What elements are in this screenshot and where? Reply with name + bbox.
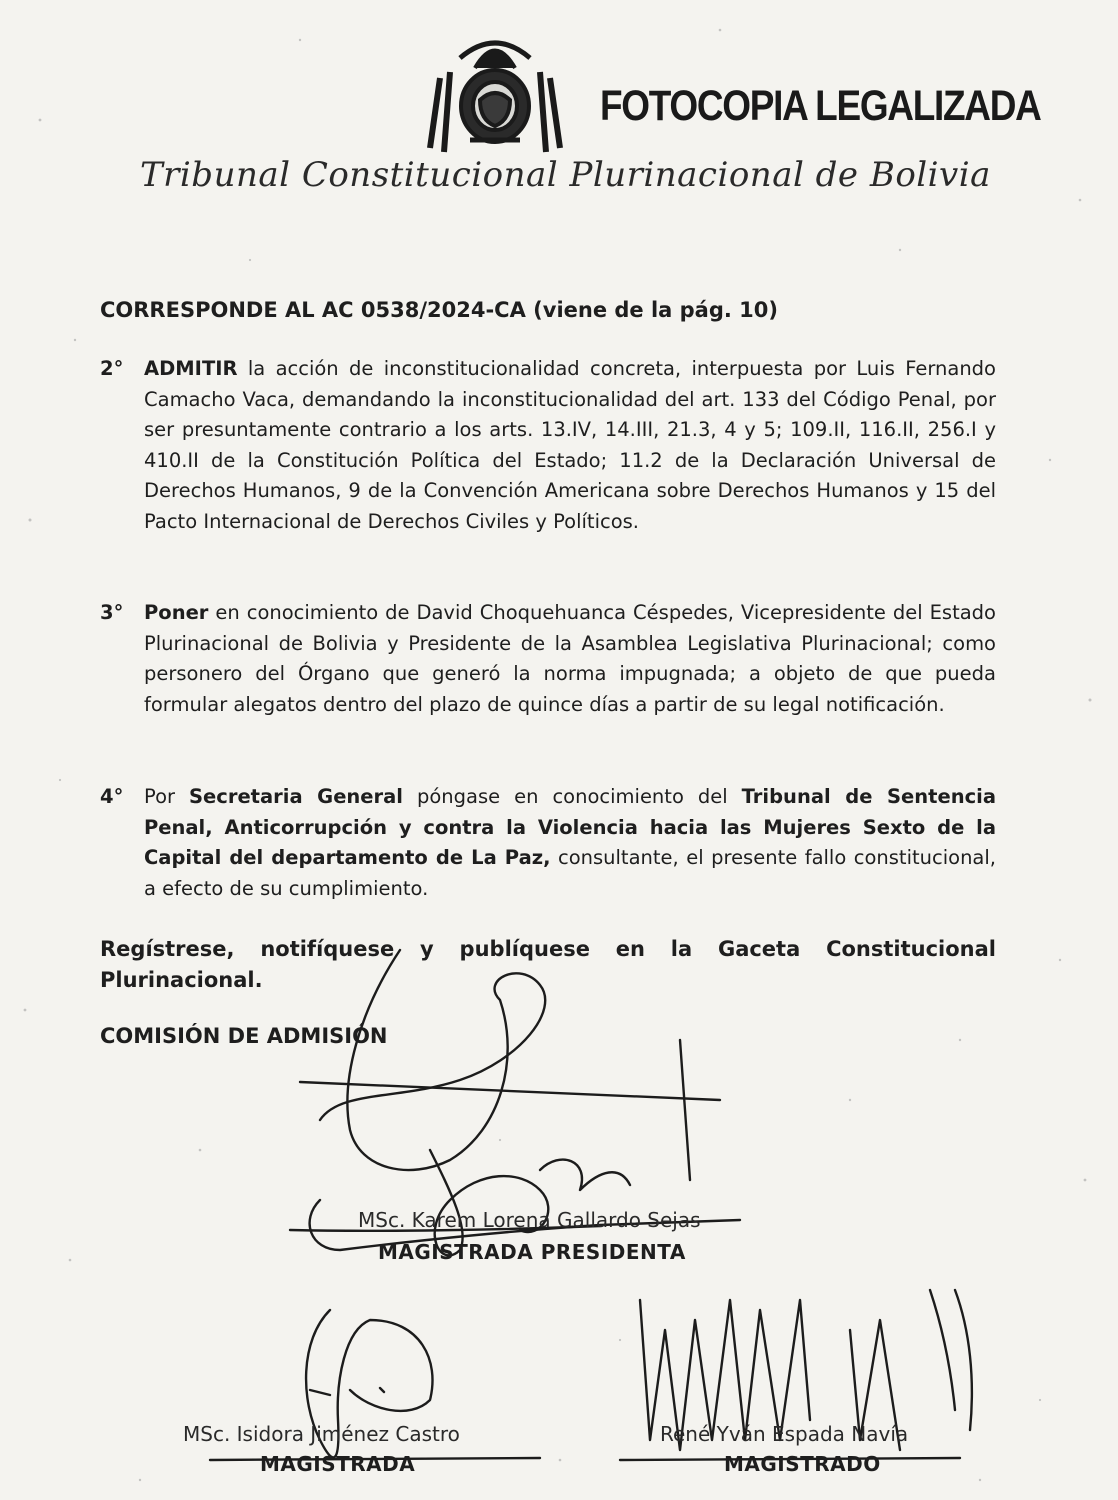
signatory-role-left: MAGISTRADA [260,1452,416,1476]
resolution-item-2 [100,354,996,537]
signatory-name-right: René Yván Espada Navía [660,1422,909,1446]
item-text: la acción de inconstitucionalidad concreta, interpuesta por Luis Fernando Camacho Vaca, demandando la inconstitucionalidad del art. 133 del Código Penal, por ser presuntamente contrario a los arts. 13.IV, 14.III, 21.3, 4 y 5; 109.II, 116.II, 256.I y 410.II de la Constitución Política del Estado; 11.2 de la Declaración Universal de Derechos Humanos, 9 de la Convención Americana sobre Derechos Humanos y 15 del Pacto Internacional de Derechos Civiles y Políticos. [144,357,996,533]
resolution-item-4 [100,782,996,904]
item-text: Por [144,785,189,808]
resolution-item-3 [100,598,996,720]
item-lead: ADMITIR [144,357,238,380]
signatory-name-president: MSc. Karem Lorena Gallardo Sejas [358,1208,701,1232]
secretaria-general: Secretaria General [189,785,403,808]
signatory-role-president: MAGISTRADA PRESIDENTA [378,1240,686,1264]
signatory-name-left: MSc. Isidora Jiménez Castro [183,1422,460,1446]
reference-heading: CORRESPONDE AL AC 0538/2024-CA (viene de la pág. 10) [100,298,778,322]
item-text: consultante, el presente fallo constitucional, a efecto de su cumplimiento. [144,846,996,900]
closing-formula: Regístrese, notifíquese y publíquese en la Gaceta Constitucional Plurinacional. [100,937,996,992]
tribunal-sentencia: Tribunal de Sentencia Penal, Anticorrupción y contra la Violencia hacia las Mujeres Sexto de la Capital del departamento de La Paz, [144,785,996,869]
signatory-role-right: MAGISTRADO [724,1452,881,1476]
item-text: póngase en conocimiento del [402,785,742,808]
item-lead: Poner [144,601,209,624]
item-number: 4° [100,785,124,808]
tribunal-name: Tribunal Constitucional Plurinacional de Bolivia [140,155,991,195]
item-number: 3° [100,601,124,624]
item-text: en conocimiento de David Choquehuanca Céspedes, Vicepresidente del Estado Plurinacional de Bolivia y Presidente de la Asamblea Legislativa Plurinacional; como personero del Órgano que generó la norma impugnada; a objeto de que pueda formular alegatos dentro del plazo de quince días a partir de su legal notificación. [144,601,996,716]
item-number: 2° [100,357,124,380]
bolivia-coat-of-arms-icon [420,28,570,158]
commission-title: COMISIÓN DE ADMISIÓN [100,1024,388,1048]
legalized-copy-stamp: FOTOCOPIA LEGALIZADA [600,82,1041,130]
